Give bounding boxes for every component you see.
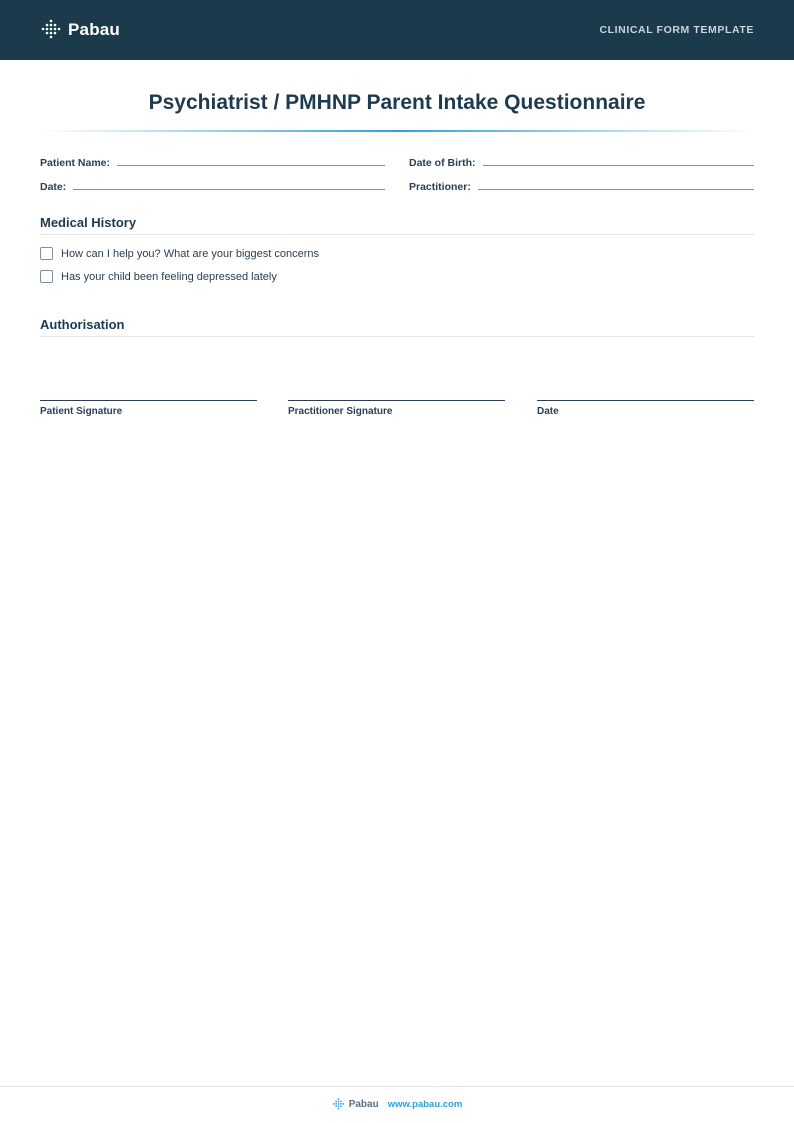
patient-name-field[interactable]	[40, 157, 385, 169]
practitioner-signature-block[interactable]	[288, 400, 505, 417]
form-title: Psychiatrist / PMHNP Parent Intake Questionnaire	[148, 91, 646, 114]
footer	[0, 1098, 794, 1111]
medical-history-heading: Medical History	[40, 215, 137, 230]
practitioner-signature-label: Practitioner Signature	[288, 406, 393, 417]
brand-name: Pabau	[68, 20, 121, 39]
checklist-item-label: How can I help you? What are your biggest concerns	[61, 247, 320, 260]
pabau-logo-icon	[40, 19, 62, 41]
date-input-line[interactable]	[73, 189, 385, 190]
authorisation-heading: Authorisation	[40, 317, 125, 332]
patient-name-input-line[interactable]	[117, 165, 385, 166]
patient-signature-line[interactable]	[40, 400, 257, 401]
medical-history-divider	[40, 234, 754, 235]
patient-signature-block[interactable]	[40, 400, 257, 417]
signature-date-line[interactable]	[537, 400, 754, 401]
patient-signature-label: Patient Signature	[40, 406, 123, 417]
footer-logo	[332, 1098, 379, 1111]
footer-website-link[interactable]: www.pabau.com	[387, 1099, 463, 1110]
date-of-birth-label: Date of Birth:	[409, 157, 476, 169]
date-label: Date:	[40, 181, 67, 193]
footer-divider	[0, 1086, 794, 1087]
header-tag: CLINICAL FORM TEMPLATE	[599, 24, 754, 36]
date-of-birth-field[interactable]	[409, 157, 754, 169]
checklist-item-label: Has your child been feeling depressed lately	[61, 270, 277, 283]
checklist-item[interactable]	[40, 247, 319, 260]
pabau-logo-icon	[332, 1098, 345, 1111]
signature-date-label: Date	[537, 406, 559, 417]
checklist-item[interactable]	[40, 270, 277, 283]
practitioner-input-line[interactable]	[478, 189, 754, 190]
authorisation-divider	[40, 336, 754, 337]
checkbox[interactable]	[40, 270, 53, 283]
date-field[interactable]	[40, 181, 385, 193]
date-of-birth-input-line[interactable]	[483, 165, 755, 166]
patient-name-label: Patient Name:	[40, 157, 111, 169]
title-divider	[40, 130, 754, 132]
checkbox[interactable]	[40, 247, 53, 260]
signature-date-block[interactable]	[537, 400, 754, 417]
pabau-logo[interactable]	[40, 19, 120, 41]
practitioner-label: Practitioner:	[409, 181, 471, 193]
header-bar	[0, 0, 794, 60]
practitioner-signature-line[interactable]	[288, 400, 505, 401]
footer-brand-name: Pabau	[348, 1099, 379, 1110]
practitioner-field[interactable]	[409, 181, 754, 193]
